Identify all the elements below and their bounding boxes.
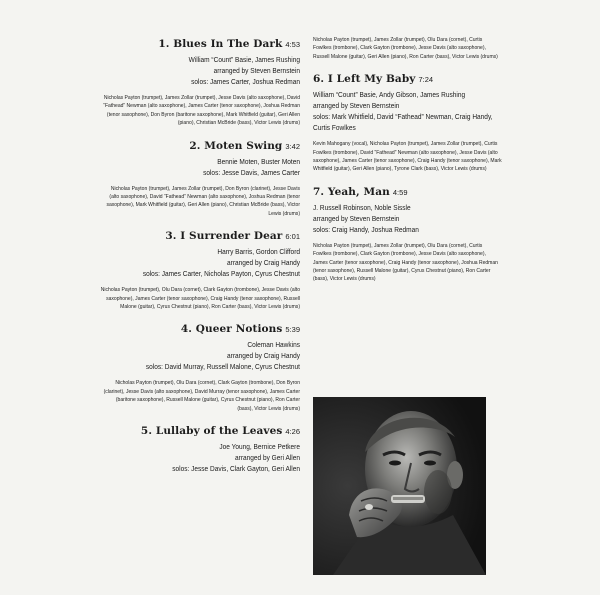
- track-time: 4:53: [285, 40, 300, 49]
- track-header: [78, 36, 300, 52]
- track-title: 1. Blues In The Dark: [158, 38, 283, 50]
- track-6: [313, 71, 523, 174]
- track-solos: solos: James Carter, Joshua Redman: [191, 77, 300, 86]
- track-composers: Coleman Hawkins: [247, 340, 300, 350]
- portrait-photo: [313, 397, 486, 575]
- track-personnel: Nicholas Payton (trumpet), Olu Dara (cornet), Clark Gayton (trombone), Jesse Davis (alto saxophone), James Carter (tenor saxophone), Craig Handy (tenor saxophone), Russell Malone (guitar), Cyrus Chestnut (piano), Ron Carter (bass), Victor Lewis (drums): [100, 287, 300, 311]
- portrait-photo-art: [313, 397, 486, 575]
- track-composers: William “Count” Basie, Andy Gibson, James Rushing: [313, 90, 466, 100]
- track-arranger: arranged by Craig Handy: [227, 258, 300, 268]
- track-personnel: Nicholas Payton (trumpet), Olu Dara (cornet), Clark Gayton (trombone), Don Byron (clarinet), Jesse Davis (alto saxophone), David Murray (tenor saxophone), James Carter (baritone saxophone), Russell Malone (guitar), Cyrus Chestnut (piano), Ron Carter (bass), Victor Lewis (drums): [103, 380, 300, 412]
- track-composers: William “Count” Basie, James Rushing: [188, 55, 300, 64]
- track-arranger: arranged by Geri Allen: [235, 453, 300, 463]
- track-5-personnel: [313, 36, 523, 61]
- track-solos: solos: David Murray, Russell Malone, Cyrus Chestnut: [145, 362, 300, 372]
- left-column: [78, 36, 300, 484]
- track-time: 4:26: [285, 427, 300, 437]
- track-time: 6:01: [285, 232, 300, 242]
- track-header: [78, 138, 300, 154]
- track-arranger: arranged by Steven Bernstein: [213, 66, 300, 75]
- track-2: [78, 138, 300, 219]
- track-time: 7:24: [418, 75, 434, 85]
- track-5: [78, 423, 300, 474]
- track-time: 3:42: [285, 141, 300, 151]
- track-header: [313, 184, 523, 200]
- track-arranger: arranged by Craig Handy: [227, 351, 300, 361]
- track-personnel: Kevin Mahogany (vocal), Nicholas Payton (trumpet), James Zollar (trumpet), Curtis Fowlkes (trombone), David “Fathead” Newman (alto saxophone), Jesse Davis (alto saxophone), James Carter (tenor saxophone), Craig Handy (tenor saxophone), Mark Whitfield (guitar), Geri Allen (piano), Tyrone Clark (bass), Victor Lewis (drums): [313, 141, 502, 173]
- track-personnel: Nicholas Payton (trumpet), James Zollar (trumpet), Olu Dara (cornet), Curtis Fowlkes (trombone), Clark Gayton (trombone), Jesse Davis (alto saxophone), James Carter (tenor saxophone), Craig Handy (tenor saxophone), Joshua Redman (tenor saxophone), Russell Malone (guitar), Cyrus Chestnut (piano), Ron Carter (bass), Victor Lewis (drums): [313, 242, 498, 283]
- track-title: 3. I Surrender Dear: [165, 230, 283, 243]
- track-3: [78, 228, 300, 311]
- track-solos: solos: Craig Handy, Joshua Redman: [313, 224, 419, 234]
- track-title: 5. Lullaby of the Leaves: [140, 425, 283, 438]
- track-personnel: Nicholas Payton (trumpet), James Zollar (trumpet), Don Byron (clarinet), Jesse Davis (alto saxophone), David “Fathead” Newman (alto saxophone), Joshua Redman (tenor saxophone), Mark Whitfield (guitar), Geri Allen (piano), Christian McBride (bass), Victor Lewis (drums): [106, 185, 300, 217]
- track-header: [313, 71, 523, 87]
- right-column: [313, 36, 523, 294]
- track-composers: Bennie Moten, Buster Moten: [217, 156, 300, 166]
- track-header: [78, 423, 300, 439]
- track-title: 7. Yeah, Man: [313, 185, 390, 198]
- track-title: 6. I Left My Baby: [313, 73, 416, 86]
- track-4: [78, 321, 300, 413]
- track-composers: J. Russell Robinson, Noble Sissle: [313, 202, 411, 212]
- track-title: 4. Queer Notions: [180, 323, 283, 336]
- track-time: 4:59: [392, 187, 408, 197]
- track-arranger: arranged by Steven Bernstein: [313, 213, 400, 223]
- track-composers: Joe Young, Bernice Petkere: [219, 442, 300, 452]
- track-solos: solos: Jesse Davis, Clark Gayton, Geri Allen: [172, 464, 300, 474]
- track-composers: Harry Barris, Gordon Clifford: [217, 247, 300, 257]
- track-arranger: arranged by Steven Bernstein: [313, 101, 400, 111]
- track-7: [313, 184, 523, 284]
- track-solos: solos: Jesse Davis, James Carter: [203, 167, 300, 177]
- track-1: [78, 36, 300, 128]
- track-header: [78, 321, 300, 337]
- track-personnel: Nicholas Payton (trumpet), James Zollar (trumpet), Olu Dara (cornet), Curtis Fowlkes (trombone), Clark Gayton (trombone), Jesse Davis (alto saxophone), Russell Malone (guitar), Geri Allen (piano), Ron Carter (bass), Victor Lewis (drums): [313, 37, 498, 60]
- track-time: 5:39: [285, 325, 300, 335]
- track-personnel: Nicholas Payton (trumpet), James Zollar (trumpet), Jesse Davis (alto saxophone), David “Fathead” Newman (alto saxophone), James Carter (tenor saxophone), Joshua Redman (tenor saxophone), Don Byron (baritone saxophone), Mark Whitfield (guitar), Geri Allen (piano), Christian McBride (bass), Victor Lewis (drums): [103, 95, 301, 127]
- track-header: [78, 228, 300, 244]
- track-solos: solos: Mark Whitfield, David “Fathead” Newman, Craig Handy, Curtis Fowlkes: [313, 112, 493, 133]
- track-title: 2. Moten Swing: [189, 139, 283, 152]
- track-solos: solos: James Carter, Nicholas Payton, Cyrus Chestnut: [142, 269, 300, 279]
